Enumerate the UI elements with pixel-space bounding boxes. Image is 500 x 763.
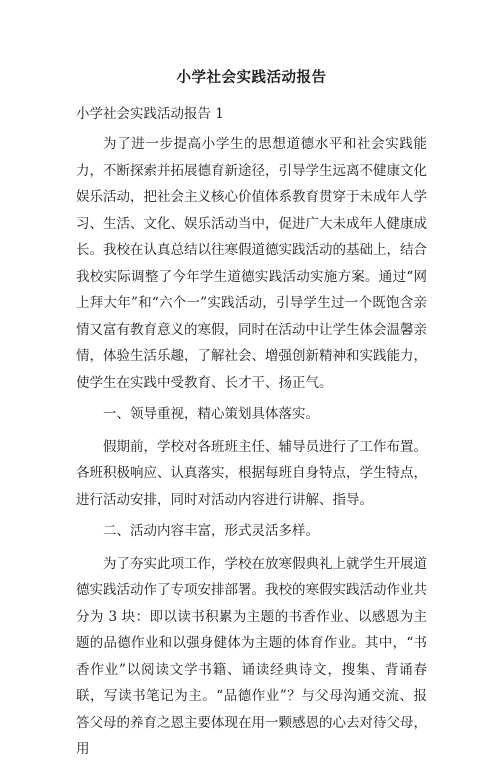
paragraph-section-1: 假期前，学校对各班班主任、辅导员进行了工作布置。各班积极响应、认真落实，根据每班自身特点，学生特点，进行活动安排，同时对活动内容进行讲解、指导。 — [76, 438, 427, 508]
section-heading-2: 二、活动内容丰富，形式灵活多样。 — [103, 523, 319, 539]
paragraph-intro: 为了进一步提高小学生的思想道德水平和社会实践能力，不断探索并拓展德育新途径，引导学生远离不健康文化娱乐活动，把社会主义核心价值体系教育贯穿于未成年人学习、生活、文化、娱乐活动当中，促进广大未成年人健康成长。我校在认真总结以往寒假道德实践活动的基础上，结合我校实际调整了今年学生道德实践活动实施方案。通过“网上拜大年”和“六个一”实践活动，引导学生过一个既饱含亲情又富有教育意义的寒假，同时在活动中让学生体会温馨亲情，体验生活乐趣，了解社会、增强创新精神和实践能力，使学生在实践中受教育、长才干、扬正气。 — [76, 136, 427, 391]
paragraph-section-2: 为了夯实此项工作，学校在放寒假典礼上就学生开展道德实践活动作了专项安排部署。我校的寒假实践活动作业共分为 3 块：即以读书积累为主题的书香作业、以感恩为主题的品德作业和以强身健体为主题的体育作业。其中，“书香作业”以阅读文学书籍、诵读经典诗文，搜集、背诵春联，写读书笔记为主。“品德作业”？与父母沟通交流、报答父母的养育之恩主要体现在用一颗感恩的心去对待父母，用 — [76, 555, 427, 757]
document-subtitle: 小学社会实践活动报告 1 — [76, 106, 224, 122]
document-title: 小学社会实践活动报告 — [176, 70, 327, 86]
section-heading-1: 一、领导重视，精心策划具体落实。 — [103, 406, 319, 422]
